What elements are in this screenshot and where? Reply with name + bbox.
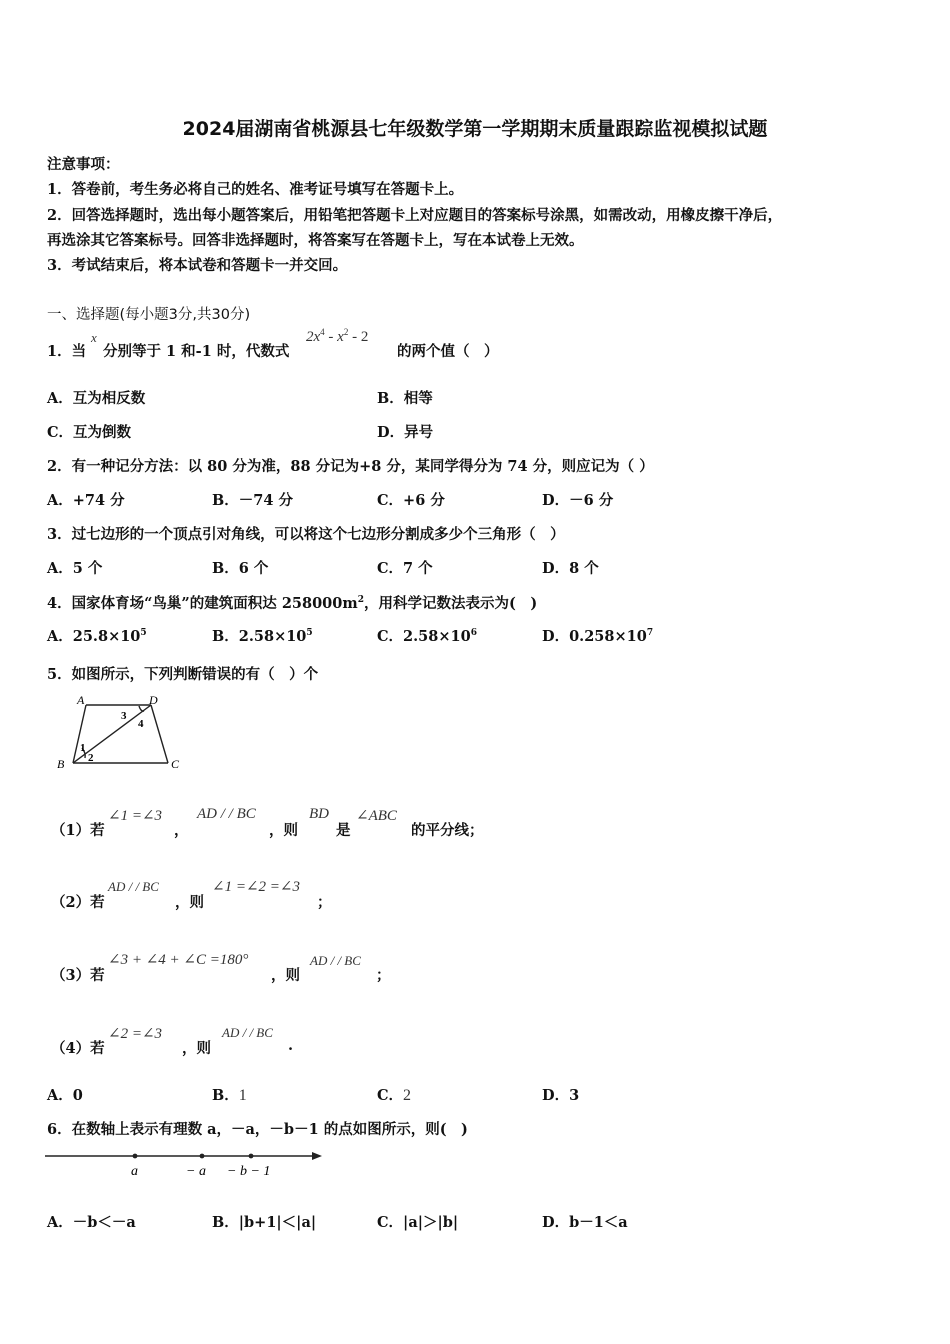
q3-stem: 3．过七边形的一个顶点引对角线，可以将这个七边形分割成多少个三角形（ ）	[47, 526, 565, 543]
edge-dc	[151, 705, 168, 763]
label-angle-4: 4	[138, 718, 144, 730]
q4-option-d[interactable]: D．$0.258\times 10^7$	[542, 628, 654, 645]
q4-option-c[interactable]: C．$2.58\times 10^6$	[377, 628, 477, 645]
label-angle-1: 1	[80, 742, 86, 754]
q1-option-d[interactable]: D．异号	[377, 424, 434, 441]
notice-item-1: 1．答卷前，考生务必将自己的姓名、准考证号填写在答题卡上。	[47, 181, 464, 198]
q1-option-a[interactable]: A．互为相反数	[47, 390, 146, 407]
trapezoid-figure	[55, 692, 200, 774]
q1-expr-c: - 2	[348, 329, 369, 345]
q5-option-a[interactable]: A．0	[47, 1087, 83, 1104]
q1-option-c[interactable]: C．互为倒数	[47, 424, 132, 441]
q1-stem-part2: 分别等于 1 和-1 时，代数式	[103, 343, 290, 360]
axis-arrow	[312, 1152, 322, 1160]
q1-expression	[306, 327, 368, 346]
q5-stem: 5．如图所示，下列判断错误的有（ ）个	[47, 666, 319, 683]
notice-item-3: 3．考试结束后，将本试卷和答题卡一并交回。	[47, 257, 348, 274]
q1-option-b[interactable]: B．相等	[377, 390, 433, 407]
q3-option-a[interactable]: A．5 个	[47, 560, 103, 577]
label-angle-3: 3	[121, 710, 127, 722]
q1-variable: x	[91, 330, 97, 345]
notice-item-2b: 再选涂其它答案标号。回答非选择题时，将答案写在答题卡上，写在本试卷上无效。	[47, 232, 584, 249]
q4-option-a[interactable]: A．$25.8\times 10^5$	[47, 628, 147, 645]
q1-expr-b: - x	[324, 329, 344, 345]
q6-option-c[interactable]: C．|a|＞|b|	[377, 1214, 459, 1231]
notice-heading: 注意事项：	[47, 156, 120, 173]
q4-stem: 4．国家体育场“鸟巢”的建筑面积达 $258000m^2$，用科学记数法表示为( )	[47, 595, 538, 612]
label-a: A	[77, 693, 85, 707]
q5-option-c[interactable]: C．2	[377, 1087, 412, 1104]
q1-exp-a: 4	[320, 327, 325, 337]
q3-option-b[interactable]: B．6 个	[212, 560, 269, 577]
number-line	[44, 1145, 326, 1181]
q3-option-d[interactable]: D．8 个	[542, 560, 599, 577]
label-angle-2: 2	[88, 752, 94, 764]
label-a: a	[131, 1164, 138, 1179]
notice-item-2a: 2．回答选择题时，选出每小题答案后，用铅笔把答题卡上对应题目的答案标号涂黑，如需改动，用橡皮擦干净后，	[47, 207, 783, 224]
q5-option-b[interactable]: B．1	[212, 1087, 247, 1104]
label-neg-a: − a	[186, 1164, 206, 1179]
q6-option-d[interactable]: D．b－1＜a	[542, 1214, 628, 1231]
q5-option-d[interactable]: D．3	[542, 1087, 580, 1104]
q3-option-c[interactable]: C．7 个	[377, 560, 433, 577]
label-d: D	[149, 693, 158, 707]
q6-stem: 6．在数轴上表示有理数 a，－a，－b－1 的点如图所示，则( )	[47, 1121, 468, 1138]
q4-option-b[interactable]: B．$2.58\times 10^5$	[212, 628, 313, 645]
q6-option-b[interactable]: B．|b+1|＜|a|	[212, 1214, 317, 1231]
q6-option-a[interactable]: A．－b＜－a	[47, 1214, 136, 1231]
q1-exp-b: 2	[343, 327, 349, 337]
label-b: B	[57, 757, 65, 771]
q1-expr-a: 2x	[306, 329, 321, 345]
q2-option-b[interactable]: B．－74 分	[212, 492, 293, 509]
q2-option-a[interactable]: A．+74 分	[47, 492, 125, 509]
point-a	[133, 1154, 138, 1159]
label-neg-b-minus-1: − b − 1	[227, 1164, 271, 1179]
q2-option-d[interactable]: D．－6 分	[542, 492, 614, 509]
page-title: 2024届湖南省桃源县七年级数学第一学期期末质量跟踪监视模拟试题	[182, 118, 768, 140]
q1-stem-part1: 1．当	[47, 343, 87, 360]
section-heading: 一、选择题(每小题3分,共30分)	[47, 307, 251, 323]
q2-stem: 2．有一种记分方法：以 80 分为准，88 分记为+8 分，某同学得分为 74 分，则应记为（ ）	[47, 458, 654, 475]
q2-option-c[interactable]: C．+6 分	[377, 492, 445, 509]
label-c: C	[171, 757, 180, 771]
point-neg-b-minus-1	[249, 1154, 254, 1159]
point-neg-a	[200, 1154, 205, 1159]
q4-stem-sup: 2	[357, 595, 364, 606]
q1-stem-part3: 的两个值（ ）	[397, 343, 499, 360]
